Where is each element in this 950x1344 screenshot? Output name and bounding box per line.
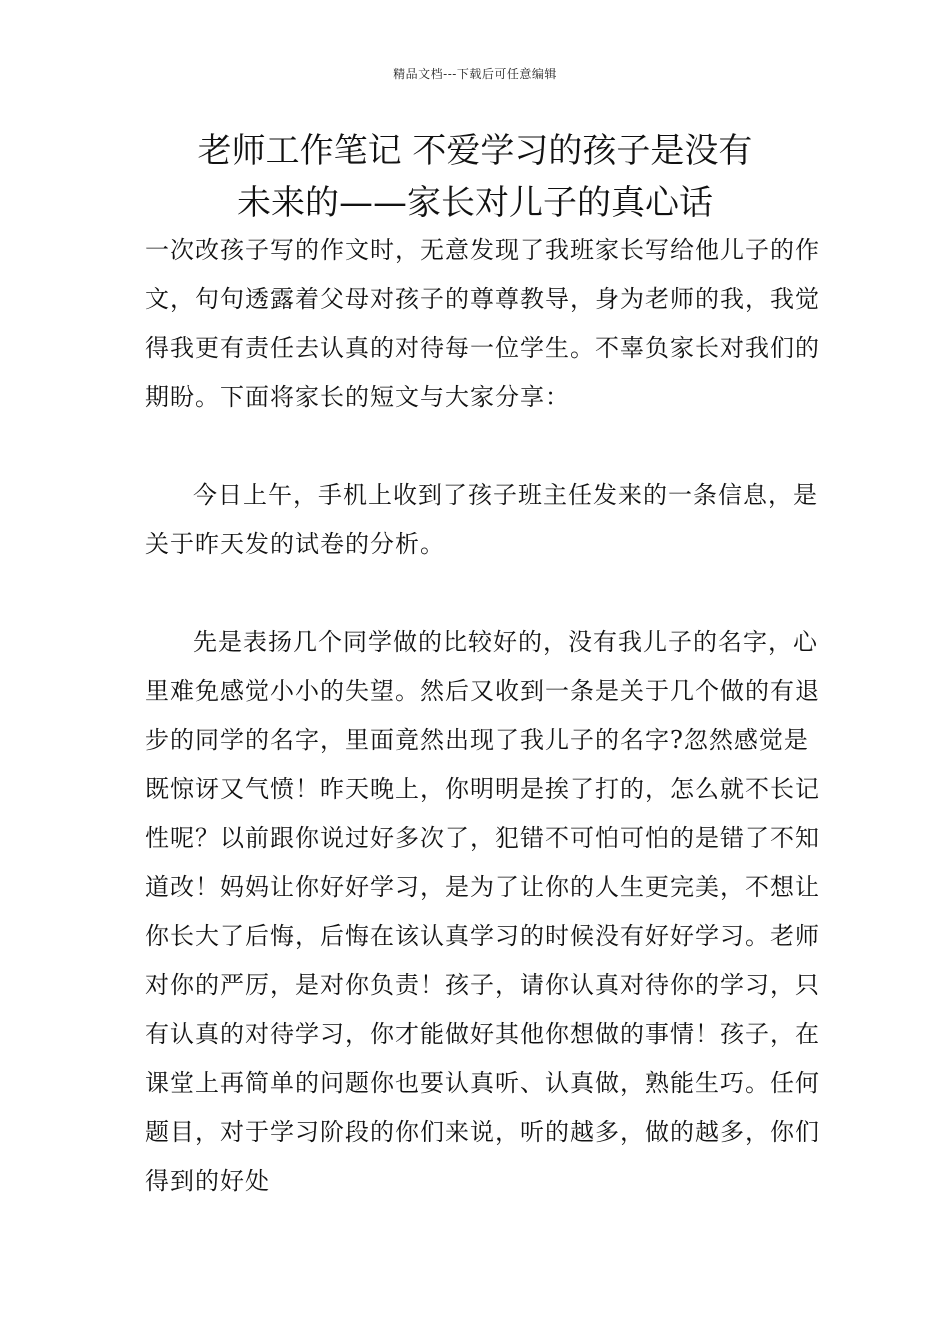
paragraph-1: 今日上午，手机上收到了孩子班主任发来的一条信息，是关于昨天发的试卷的分析。	[145, 481, 818, 558]
article-body	[145, 226, 825, 1206]
intro-paragraph: 一次改孩子写的作文时，无意发现了我班家长写给他儿子的作文，句句透露着父母对孩子的尊尊教导，身为老师的我，我觉得我更有责任去认真的对待每一位学生。不辜负家长对我们的期盼。下面将家长的短文与大家分享：	[145, 236, 820, 411]
paragraph-2: 先是表扬几个同学做的比较好的，没有我儿子的名字，心里难免感觉小小的失望。然后又收到一条是关于几个做的有退步的同学的名字，里面竟然出现了我儿子的名字?忽然感觉是既惊讶又气愤！昨天晚上，你明明是挨了打的，怎么就不长记性呢？以前跟你说过好多次了，犯错不可怕可怕的是错了不知道改！妈妈让你好好学习，是为了让你的人生更完美，不想让你长大了后悔，后悔在该认真学习的时候没有好好学习。老师对你的严厉，是对你负责！孩子，请你认真对待你的学习，只有认真的对待学习，你才能做好其他你想做的事情！孩子，在课堂上再简单的问题你也要认真听、认真做，熟能生巧。任何题目，对于学习阶段的你们来说，听的越多，做的越多，你们得到的好处	[145, 628, 820, 1195]
page-title	[120, 125, 830, 229]
title-line-1: 老师工作笔记 不爱学习的孩子是没有	[197, 131, 753, 171]
title-line-2: 未来的——家长对儿子的真心话	[237, 183, 713, 223]
header-note: 精品文档---下载后可任意编辑	[393, 67, 557, 81]
